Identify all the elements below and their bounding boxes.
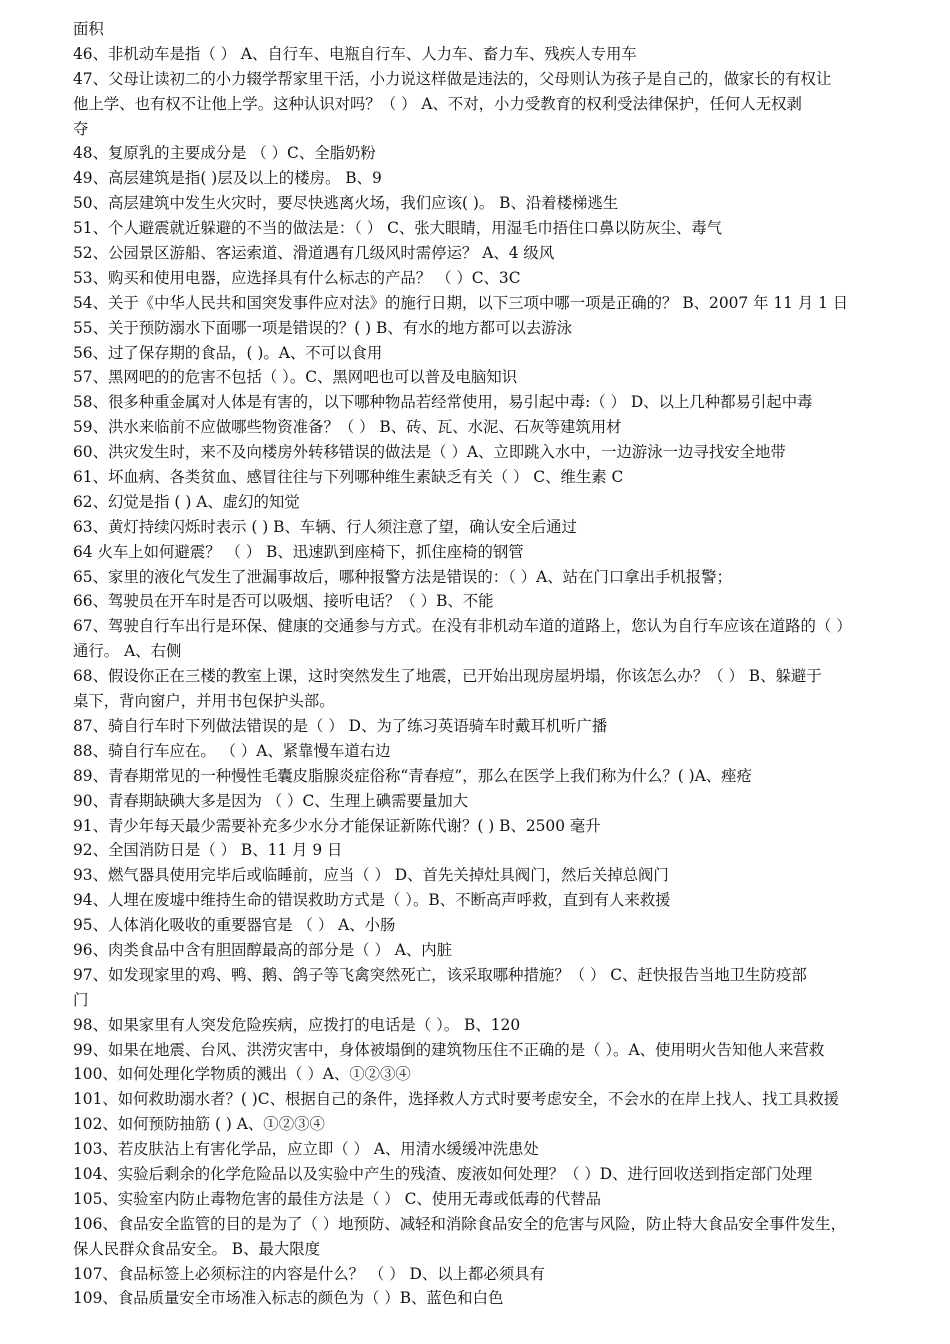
text-line: 通行。 A、右侧 bbox=[73, 642, 182, 661]
text-line: 63、黄灯持续闪烁时表示 ( ) B、车辆、行人须注意了望，确认安全后通过 bbox=[73, 517, 577, 536]
text-line: 103、若皮肤沾上有害化学品，应立即（ ） A、用清水缓缓冲洗患处 bbox=[73, 1140, 539, 1159]
text-line: 107、食品标签上必须标注的内容是什么？ （ ） D、以上都必须具有 bbox=[73, 1264, 545, 1283]
text-line: 59、洪水来临前不应做哪些物资准备？（ ） B、砖、瓦、水泥、石灰等建筑用材 bbox=[73, 418, 622, 437]
text-line: 98、如果家里有人突发危险疾病，应拨打的电话是（ ）。 B、120 bbox=[73, 1015, 521, 1034]
text-line: 92、全国消防日是（ ） B、11 月 9 日 bbox=[73, 841, 343, 860]
text-line: 67、驾驶自行车出行是环保、健康的交通参与方式。在没有非机动车道的道路上，您认为自行车应该在道路的（ ） bbox=[73, 617, 852, 636]
text-line: 47、父母让读初二的小力辍学帮家里干活，小力说这样做是违法的，父母则认为孩子是自己的，做家长的有权让 bbox=[73, 69, 832, 88]
text-line: 50、高层建筑中发生火灾时，要尽快逃离火场，我们应该( )。 B、沿着楼梯逃生 bbox=[73, 194, 619, 213]
text-line: 90、青春期缺碘大多是因为 （ ）C、生理上碘需要量加大 bbox=[73, 791, 469, 810]
text-line: 49、高层建筑是指( )层及以上的楼房。 B、9 bbox=[73, 169, 382, 188]
text-line: 96、肉类食品中含有胆固醇最高的部分是（ ） A、内脏 bbox=[73, 940, 453, 959]
text-line: 65、家里的液化气发生了泄漏事故后，哪种报警方法是错误的：（ ）A、站在门口拿出手机报警； bbox=[73, 567, 732, 586]
text-line: 106、食品安全监管的目的是为了（ ）地预防、减轻和消除食品安全的危害与风险，防止特大食品安全事件发生， bbox=[73, 1214, 847, 1233]
text-line: 60、洪灾发生时，来不及向楼房外转移错误的做法是（ ）A、立即跳入水中，一边游泳一边寻找安全地带 bbox=[73, 443, 786, 462]
text-line: 105、实验室内防止毒物危害的最佳方法是（ ） C、使用无毒或低毒的代替品 bbox=[73, 1189, 602, 1208]
text-line: 面积 bbox=[73, 20, 104, 38]
text-line: 57、黑网吧的的危害不包括（ ）。C、黑网吧也可以普及电脑知识 bbox=[73, 368, 518, 387]
text-line: 91、青少年每天最少需要补充多少水分才能保证新陈代谢？( ) B、2500 毫升 bbox=[73, 816, 601, 835]
text-line: 56、过了保存期的食品，( )。A、不可以食用 bbox=[73, 343, 383, 362]
text-line: 109、食品质量安全市场准入标志的颜色为（ ）B、蓝色和白色 bbox=[73, 1289, 504, 1308]
text-line: 68、假设你正在三楼的教室上课，这时突然发生了地震，已开始出现房屋坍塌，你该怎么办？（ ） B、躲避于 bbox=[73, 667, 822, 686]
text-line: 52、公园景区游船、客运索道、滑道遇有几级风时需停运？ A、4 级风 bbox=[73, 244, 555, 263]
text-line: 89、青春期常见的一种慢性毛囊皮脂腺炎症俗称“青春痘”，那么在医学上我们称为什么？( )A、痤疮 bbox=[73, 766, 752, 785]
text-line: 夺 bbox=[73, 119, 89, 138]
text-line: 门 bbox=[73, 990, 89, 1009]
text-line: 104、实验后剩余的化学危险品以及实验中产生的残渣、废液如何处理？（ ）D、进行回收送到指定部门处理 bbox=[73, 1164, 813, 1183]
text-line: 61、坏血病、各类贫血、感冒往往与下列哪种维生素缺乏有关（ ） C、维生素 C bbox=[73, 468, 624, 487]
text-line: 93、燃气器具使用完毕后或临睡前，应当（ ） D、首先关掉灶具阀门，然后关掉总阀门 bbox=[73, 866, 669, 885]
text-line: 102、如何预防抽筋 ( ) A、①②③④ bbox=[73, 1115, 325, 1134]
text-line: 55、关于预防溺水下面哪一项是错误的？( ) B、有水的地方都可以去游泳 bbox=[73, 318, 573, 337]
text-line: 桌下，背向窗户，并用书包保护头部。 bbox=[73, 692, 335, 711]
text-line: 保人民群众食品安全。 B、最大限度 bbox=[73, 1239, 321, 1258]
text-line: 54、关于《中华人民共和国突发事件应对法》的施行日期，以下三项中哪一项是正确的？ B、2007 年 11 月 1 日 bbox=[73, 293, 849, 312]
text-line: 64 火车上如何避震？ （ ） B、迅速趴到座椅下，抓住座椅的钢管 bbox=[73, 542, 524, 561]
text-line: 58、很多种重金属对人体是有害的，以下哪种物品若经常使用，易引起中毒:（ ） D、以上几种都易引起中毒 bbox=[73, 393, 813, 412]
text-line: 62、幻觉是指 ( ) A、虚幻的知觉 bbox=[73, 492, 300, 511]
text-line: 46、非机动车是指（ ） A、自行车、电瓶自行车、人力车、畜力车、残疾人专用车 bbox=[73, 44, 637, 63]
text-line: 87、骑自行车时下列做法错误的是（ ） D、为了练习英语骑车时戴耳机听广播 bbox=[73, 716, 608, 735]
text-line: 48、复原乳的主要成分是 （ ）C、全脂奶粉 bbox=[73, 144, 376, 163]
text-line: 100、如何处理化学物质的溅出（ ）A、①②③④ bbox=[73, 1065, 411, 1084]
text-line: 97、如发现家里的鸡、鸭、鹅、鸽子等飞禽突然死亡，该采取哪种措施？（ ） C、赶快报告当地卫生防疫部 bbox=[73, 965, 807, 984]
text-line: 51、个人避震就近躲避的不当的做法是：（ ） C、张大眼睛，用湿毛巾捂住口鼻以防灰尘、毒气 bbox=[73, 219, 723, 238]
text-line: 他上学、也有权不让他上学。这种认识对吗？（ ） A、不对，小力受教育的权利受法律保护，任何人无权剥 bbox=[73, 94, 802, 113]
text-line: 99、如果在地震、台风、洪涝灾害中，身体被塌倒的建筑物压住不正确的是（ ）。A、使用明火告知他人来营救 bbox=[73, 1040, 825, 1059]
text-line: 88、骑自行车应在。 （ ）A、紧靠慢车道右边 bbox=[73, 741, 391, 760]
text-line: 66、驾驶员在开车时是否可以吸烟、接听电话？（ ）B、不能 bbox=[73, 592, 494, 611]
text-line: 53、购买和使用电器，应选择具有什么标志的产品？ （ ）C、3C bbox=[73, 268, 521, 287]
text-line: 95、人体消化吸收的重要器官是 （ ） A、小肠 bbox=[73, 916, 396, 935]
text-line: 94、人埋在废墟中维持生命的错误救助方式是（ ）。B、不断高声呼救，直到有人来救援 bbox=[73, 891, 671, 910]
text-line: 101、如何救助溺水者？( )C、根据自己的条件，选择救人方式时要考虑安全，不会水的在岸上找人、找工具救援 bbox=[73, 1090, 840, 1109]
document-page bbox=[73, 17, 895, 1311]
